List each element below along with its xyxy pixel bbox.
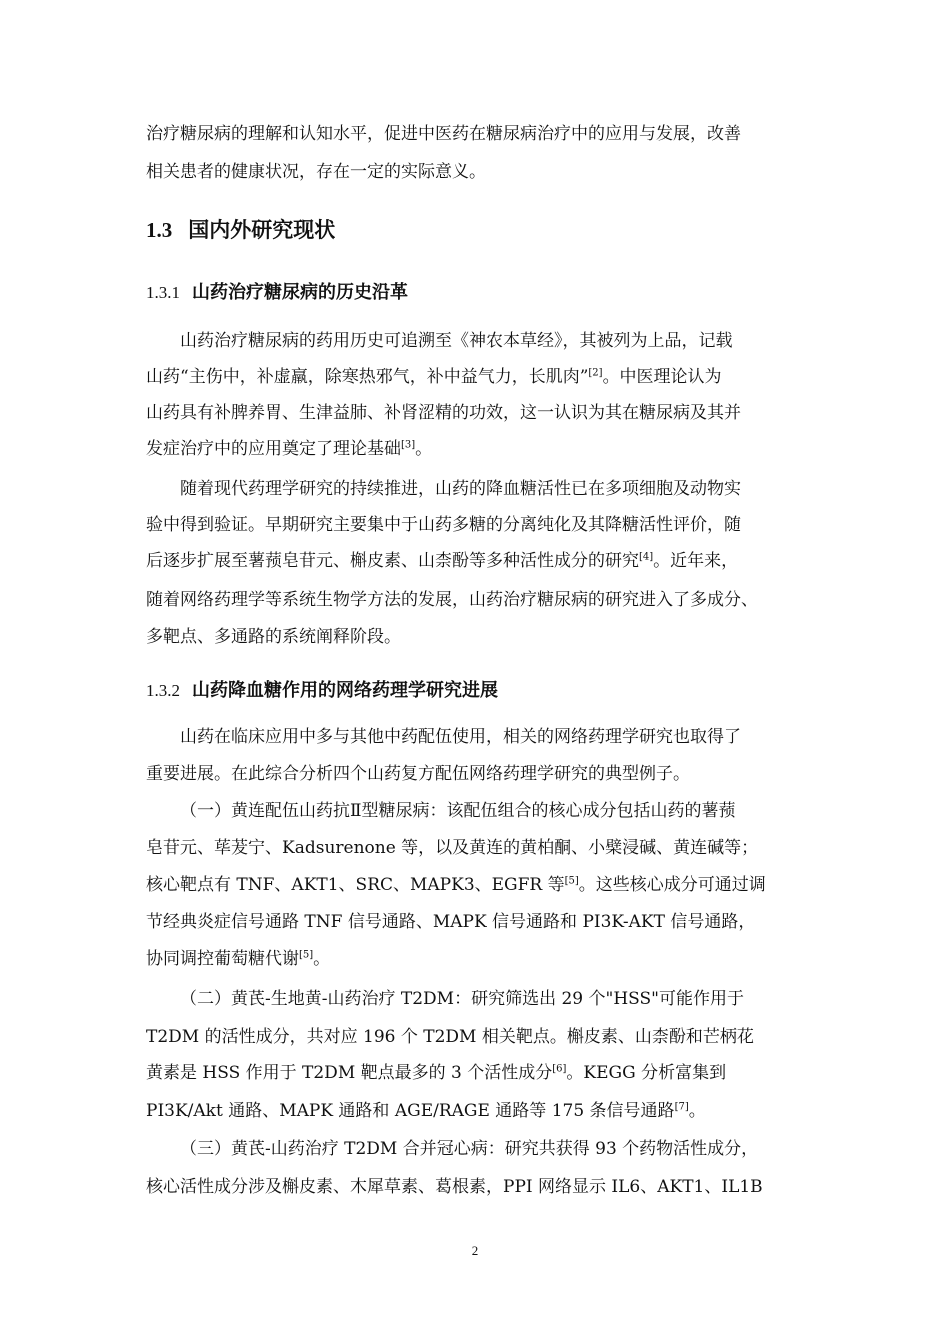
paragraph-line: 随着现代药理学研究的持续推进，山药的降血糖活性已在多项细胞及动物实 bbox=[180, 479, 741, 499]
paragraph-line: 相关患者的健康状况，存在一定的实际意义。 bbox=[146, 162, 486, 182]
citation: [3] bbox=[401, 439, 416, 451]
paragraph-line: 治疗糖尿病的理解和认知水平，促进中医药在糖尿病治疗中的应用与发展，改善 bbox=[146, 124, 741, 144]
paragraph-line: 黄素是 HSS 作用于 T2DM 靶点最多的 3 个活性成分[6]。KEGG 分析富集到 bbox=[146, 1063, 727, 1083]
section-heading-1-3 bbox=[146, 214, 335, 244]
section-number: 1.3 bbox=[146, 218, 173, 242]
paragraph-line: T2DM 的活性成分，共对应 196 个 T2DM 相关靶点。槲皮素、山柰酚和芒柄花 bbox=[146, 1027, 754, 1047]
subsection-title: 山药治疗糖尿病的历史沿革 bbox=[192, 282, 408, 303]
paragraph-line: 多靶点、多通路的系统阐释阶段。 bbox=[146, 627, 401, 647]
section-title: 国内外研究现状 bbox=[188, 218, 336, 242]
citation: [5] bbox=[564, 875, 579, 887]
paragraph-line: 随着网络药理学等系统生物学方法的发展，山药治疗糖尿病的研究进入了多成分、 bbox=[146, 590, 758, 610]
paragraph-line: 验中得到验证。早期研究主要集中于山药多糖的分离纯化及其降糖活性评价，随 bbox=[146, 515, 741, 535]
paragraph-line: 山药具有补脾养胃、生津益肺、补肾涩精的功效，这一认识为其在糖尿病及其并 bbox=[146, 403, 741, 423]
citation: [2] bbox=[588, 367, 603, 379]
citation: [5] bbox=[299, 949, 314, 961]
paragraph-line: 山药在临床应用中多与其他中药配伍使用，相关的网络药理学研究也取得了 bbox=[180, 727, 741, 747]
paragraph-line: 山药治疗糖尿病的药用历史可追溯至《神农本草经》，其被列为上品，记载 bbox=[180, 331, 733, 351]
paragraph-line: 节经典炎症信号通路 TNF 信号通路、MAPK 信号通路和 PI3K-AKT 信号通路， bbox=[146, 912, 756, 932]
subsection-heading-1-3-1 bbox=[146, 278, 408, 304]
paragraph-line: 协同调控葡萄糖代谢[5]。 bbox=[146, 949, 331, 969]
subsection-title: 山药降血糖作用的网络药理学研究进展 bbox=[192, 680, 498, 701]
paragraph-line: 重要进展。在此综合分析四个山药复方配伍网络药理学研究的典型例子。 bbox=[146, 764, 690, 784]
paragraph-line: 皂苷元、荜茇宁、Kadsurenone 等，以及黄连的黄柏酮、小檗浸碱、黄连碱等； bbox=[146, 838, 759, 858]
page-number: 2 bbox=[471, 1243, 479, 1258]
paragraph-line: （一）黄连配伍山药抗Ⅱ型糖尿病：该配伍组合的核心成分包括山药的薯蓣 bbox=[180, 801, 736, 821]
paragraph-line: 山药“主伤中，补虚羸，除寒热邪气，补中益气力，长肌肉”[2]。中医理论认为 bbox=[146, 367, 722, 387]
paragraph-line: 后逐步扩展至薯蓣皂苷元、槲皮素、山柰酚等多种活性成分的研究[4]。近年来， bbox=[146, 551, 739, 571]
subsection-number: 1.3.2 bbox=[146, 681, 180, 700]
paragraph-line: （三）黄芪-山药治疗 T2DM 合并冠心病：研究共获得 93 个药物活性成分， bbox=[180, 1139, 759, 1159]
citation: [7] bbox=[674, 1101, 689, 1113]
citation: [6] bbox=[552, 1063, 567, 1075]
paragraph-line: 发症治疗中的应用奠定了理论基础[3]。 bbox=[146, 439, 433, 459]
paragraph-line: 核心靶点有 TNF、AKT1、SRC、MAPK3、EGFR 等[5]。这些核心成分可通过调 bbox=[146, 875, 766, 895]
paragraph-line: PI3K/Akt 通路、MAPK 通路和 AGE/RAGE 通路等 175 条信号通路[7]。 bbox=[146, 1101, 706, 1121]
subsection-heading-1-3-2 bbox=[146, 676, 498, 702]
paragraph-line: 核心活性成分涉及槲皮素、木犀草素、葛根素，PPI 网络显示 IL6、AKT1、IL1B bbox=[146, 1177, 763, 1197]
paragraph-line: （二）黄芪-生地黄-山药治疗 T2DM：研究筛选出 29 个"HSS"可能作用于 bbox=[180, 989, 744, 1009]
subsection-number: 1.3.1 bbox=[146, 283, 180, 302]
citation: [4] bbox=[639, 551, 654, 563]
